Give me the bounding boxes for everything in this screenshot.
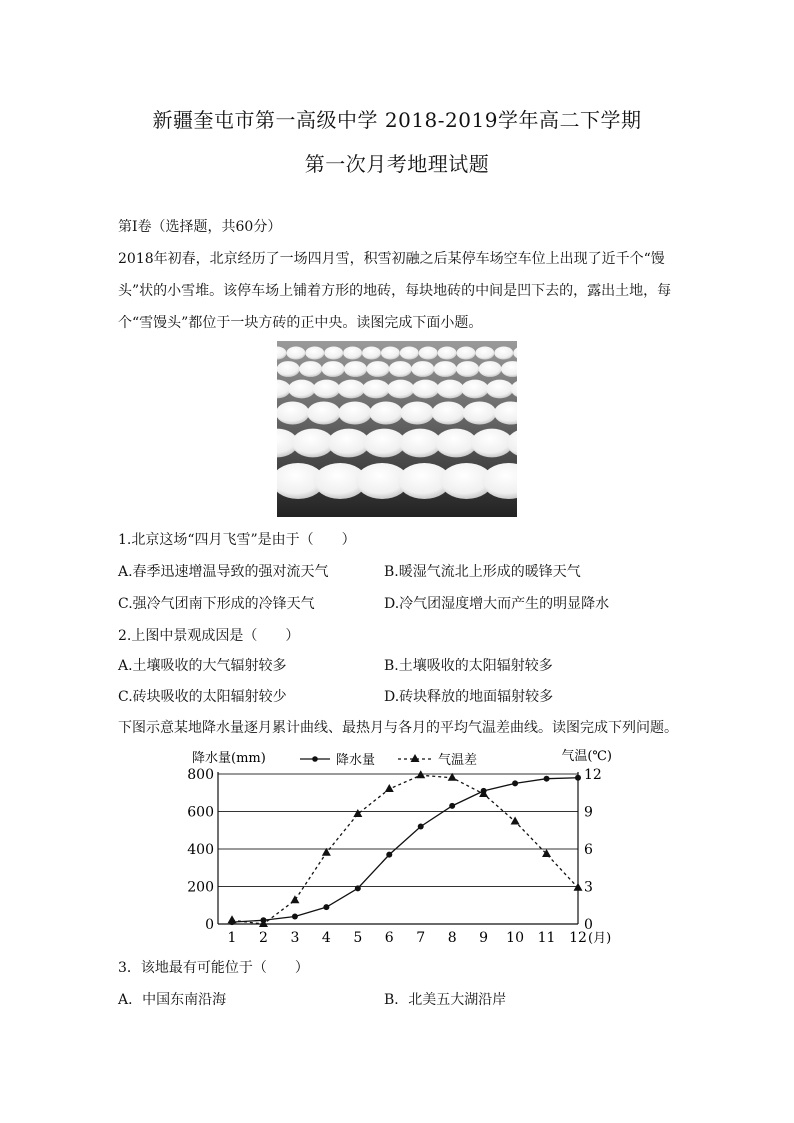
- tempdiff-point: [353, 809, 362, 817]
- legend-precip-marker: [312, 756, 318, 762]
- snow-mound: [471, 429, 513, 458]
- snow-mound: [412, 380, 439, 399]
- legend-tempdiff-marker: [411, 754, 420, 762]
- snow-mound: [438, 347, 457, 360]
- section-label: 第Ⅰ卷（选择题，共60分）: [118, 219, 282, 235]
- x-tick-label: 10: [506, 930, 525, 946]
- snow-mound: [299, 361, 322, 377]
- snow-mound: [324, 347, 343, 360]
- snow-mound: [432, 401, 466, 424]
- snow-mound: [363, 429, 405, 458]
- snow-mound: [277, 361, 300, 377]
- tempdiff-point: [511, 817, 520, 825]
- tempdiff-point: [542, 849, 551, 857]
- x-unit-label: (月): [588, 931, 612, 946]
- precip-point: [323, 904, 329, 910]
- y-right-tick-label: 0: [584, 917, 593, 933]
- snow-mound: [313, 380, 340, 399]
- y-left-tick-label: 0: [205, 917, 214, 933]
- y-left-tick-label: 200: [187, 879, 214, 896]
- chart-intro: 下图示意某地降水量逐月累计曲线、最热月与各月的平均气温差曲线。读图完成下列问题。: [118, 720, 678, 736]
- snow-mound: [494, 347, 513, 360]
- snow-mound: [411, 361, 434, 377]
- snow-mound: [419, 347, 438, 360]
- snow-mound: [399, 429, 441, 458]
- x-tick-label: 7: [416, 930, 426, 946]
- snow-mound: [343, 347, 362, 360]
- question-1-option-c[interactable]: C.强冷气团南下形成的冷锋天气: [118, 596, 315, 612]
- snow-mound: [286, 347, 305, 360]
- tempdiff-point: [228, 915, 237, 923]
- snow-mound: [307, 401, 341, 424]
- snow-mound: [288, 380, 315, 399]
- tempdiff-point: [385, 784, 394, 792]
- y-left-axis-title: 降水量(mm): [192, 751, 266, 766]
- page-title-line2: 第一次月考地理试题: [304, 152, 490, 176]
- snow-mounds-photo: [277, 341, 517, 517]
- snow-mound: [369, 401, 403, 424]
- legend-precip-label: 降水量: [336, 753, 376, 768]
- question-1-option-a[interactable]: A.春季迅速增温导致的强对流天气: [118, 564, 329, 580]
- y-right-axis-title: 气温(℃): [561, 749, 612, 764]
- snow-mound: [486, 380, 513, 399]
- intro-line-2: 头”状的小雪堆。该停车场上铺着方形的地砖，每块地砖的中间是凹下去的，露出土地，每: [118, 283, 672, 299]
- snow-mound: [456, 361, 479, 377]
- question-2-option-c[interactable]: C.砖块吸收的太阳辐射较少: [118, 689, 287, 705]
- precip-series-line: [232, 778, 578, 922]
- x-tick-label: 11: [537, 930, 556, 946]
- x-tick-label: 6: [384, 930, 394, 946]
- y-left-tick-label: 400: [187, 842, 214, 858]
- x-tick-label: 9: [479, 930, 489, 946]
- precip-point: [575, 775, 581, 781]
- snow-mound: [322, 361, 345, 377]
- precip-point: [449, 803, 455, 809]
- intro-line-3: 个“雪馒头”都位于一块方砖的正中央。读图完成下面小题。: [118, 315, 483, 331]
- snow-mound: [305, 347, 324, 360]
- x-tick-label: 1: [227, 930, 237, 946]
- precip-point: [544, 776, 550, 782]
- x-tick-label: 12: [569, 930, 587, 946]
- y-left-tick-label: 800: [187, 767, 214, 783]
- x-tick-label: 5: [353, 930, 363, 946]
- precipitation-temperature-chart: [180, 740, 620, 954]
- precip-point: [355, 885, 361, 891]
- snow-mound: [362, 380, 389, 399]
- snow-mound: [437, 380, 464, 399]
- intro-line-1: 2018年初春，北京经历了一场四月雪，积雪初融之后某停车场空车位上出现了近千个“馒: [118, 251, 665, 267]
- legend-tempdiff-label: 气温差: [438, 753, 478, 768]
- snow-mound: [362, 347, 381, 360]
- tempdiff-series-line: [232, 775, 578, 924]
- y-right-tick-label: 6: [584, 842, 593, 858]
- question-1-option-d[interactable]: D.冷气团湿度增大而产生的明显降水: [384, 596, 610, 612]
- question-3-stem: 3．该地最有可能位于（ ）: [118, 960, 309, 976]
- snow-mound: [479, 361, 502, 377]
- snow-mound: [475, 347, 494, 360]
- question-2-option-a[interactable]: A.土壤吸收的大气辐射较多: [118, 658, 287, 674]
- x-tick-label: 2: [258, 930, 268, 946]
- snow-mound: [344, 361, 367, 377]
- snow-mound: [292, 429, 334, 458]
- snow-mound: [435, 429, 477, 458]
- question-2-stem: 2.上图中景观成因是（ ）: [118, 628, 300, 644]
- x-tick-label: 8: [447, 930, 457, 946]
- snow-mound: [400, 347, 419, 360]
- question-3-option-a[interactable]: A．中国东南沿海: [118, 992, 227, 1008]
- snow-mound: [381, 347, 400, 360]
- snow-mound: [387, 380, 414, 399]
- snow-mound: [461, 380, 488, 399]
- snow-mound: [366, 361, 389, 377]
- snow-mound: [328, 429, 370, 458]
- snow-mound: [463, 401, 497, 424]
- y-left-tick-label: 600: [187, 804, 214, 821]
- snow-mound: [389, 361, 412, 377]
- y-right-tick-label: 9: [584, 804, 593, 821]
- question-1-stem: 1.北京这场“四月飞雪”是由于（ ）: [118, 532, 356, 548]
- x-tick-label: 4: [321, 930, 331, 946]
- snow-mound: [338, 380, 365, 399]
- precip-point: [386, 852, 392, 858]
- y-right-tick-label: 12: [584, 767, 602, 783]
- question-3-option-b[interactable]: B．北美五大湖沿岸: [384, 992, 507, 1008]
- snow-mound: [457, 347, 476, 360]
- precip-point: [512, 780, 518, 786]
- page-title-line1: 新疆奎屯市第一高级中学 2018-2019学年高二下学期: [152, 108, 642, 132]
- snow-mound: [338, 401, 372, 424]
- x-tick-label: 3: [290, 930, 300, 946]
- snow-mound: [400, 401, 434, 424]
- question-2-option-b[interactable]: B.土壤吸收的太阳辐射较多: [384, 658, 553, 674]
- snow-mound: [277, 401, 309, 424]
- question-1-option-b[interactable]: B.暖湿气流北上形成的暖锋天气: [384, 564, 581, 580]
- snow-mound: [434, 361, 457, 377]
- precip-point: [418, 824, 424, 830]
- precip-point: [292, 914, 298, 920]
- tempdiff-point: [290, 895, 299, 903]
- y-right-tick-label: 3: [584, 879, 593, 896]
- question-2-option-d[interactable]: D.砖块释放的地面辐射较多: [384, 689, 554, 705]
